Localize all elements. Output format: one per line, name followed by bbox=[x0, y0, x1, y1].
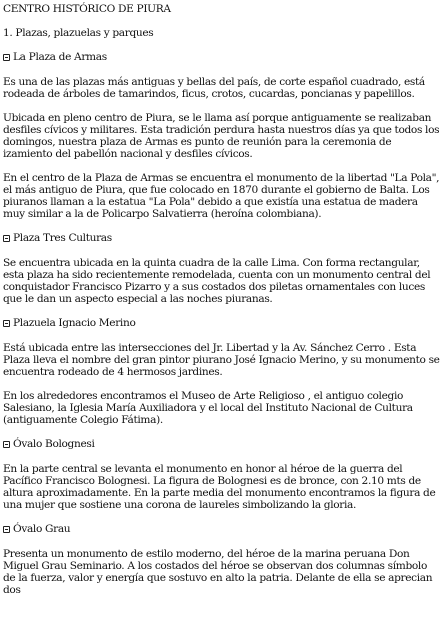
paragraph: Se encuentra ubicada en la quinta cuadra de la calle Lima. Con forma rectangular, esta plaza ha sido recientemente remodelada, cuenta con un monumento central del conquistador Francisco Pizarro y a sus costados dos piletas ornamentales con luces que le dan un aspecto especial a las noches piuranas. bbox=[3, 257, 431, 305]
place-heading-label: Óvalo Grau bbox=[13, 523, 71, 535]
paragraph: Es una de las plazas más antiguas y bellas del país, de corte español cuadrado, está rodeada de árboles de tamarindos, ficus, crotos, cucardas, poncianas y papelillos. bbox=[3, 76, 425, 100]
place-heading bbox=[3, 317, 441, 329]
place-heading-label: Plazuela Ignacio Merino bbox=[13, 317, 136, 329]
place-heading bbox=[3, 51, 441, 63]
bullet-icon bbox=[3, 526, 10, 533]
paragraph: En los alrededores encontramos el Museo de Arte Religioso , el antiguo colegio Salesiano, la Iglesia María Auxiliadora y el local del Instituto Nacional de Cultura (antiguamente Colegio Fátima). bbox=[3, 390, 413, 426]
section-title: 1. Plazas, plazuelas y parques bbox=[3, 27, 154, 39]
place-heading bbox=[3, 438, 441, 450]
paragraph: Está ubicada entre las intersecciones del Jr. Libertad y la Av. Sánchez Cerro . Esta Plaza lleva el nombre del gran pintor piurano José Ignacio Merino, y su monumento se encuentra rodeado de 4 hermosos jardines. bbox=[3, 342, 440, 378]
paragraph: En la parte central se levanta el monumento en honor al héroe de la guerra del Pacífico Francisco Bolognesi. La figura de Bolognesi es de bronce, con 2.10 mts de altura aproximadamente. En la parte media del monumento encontramos la figura de una mujer que sostiene una corona de laureles simbolizando la gloria. bbox=[3, 463, 436, 511]
place-heading bbox=[3, 523, 441, 535]
paragraph: En el centro de la Plaza de Armas se encuentra el monumento de la libertad "La Pola", el más antiguo de Piura, que fue colocado en 1870 durante el gobierno de Balta. Los piuranos llaman a la estatua "La Pola" debido a que existía una estatua de madera muy similar a la de Policarpo Salvatierra (heroína colombiana). bbox=[3, 172, 440, 220]
document-page bbox=[3, 0, 441, 608]
place-heading bbox=[3, 232, 441, 244]
bullet-icon bbox=[3, 235, 10, 242]
place-heading-label: La Plaza de Armas bbox=[13, 51, 107, 63]
place-heading-label: Plaza Tres Culturas bbox=[13, 232, 112, 244]
paragraph: Presenta un monumento de estilo moderno, del héroe de la marina peruana Don Miguel Grau Seminario. A los costados del héroe se observan dos columnas símbolo de la fuerza, valor y energía que sostuvo en alto la patria. Delante de ella se aprecian dos bbox=[3, 548, 433, 596]
bullet-icon bbox=[3, 54, 10, 61]
bullet-icon bbox=[3, 441, 10, 448]
document-title: CENTRO HISTÓRICO DE PIURA bbox=[3, 3, 171, 15]
paragraph: Ubicada en pleno centro de Piura, se le llama así porque antiguamente se realizaban desfiles cívicos y militares. Esta tradición perdura hasta nuestros días ya que todos los domingos, nuestra plaza de Armas es punto de reunión para la ceremonia de izamiento del pabellón nacional y desfiles cívicos. bbox=[3, 112, 440, 160]
bullet-icon bbox=[3, 320, 10, 327]
place-heading-label: Óvalo Bolognesi bbox=[13, 438, 95, 450]
